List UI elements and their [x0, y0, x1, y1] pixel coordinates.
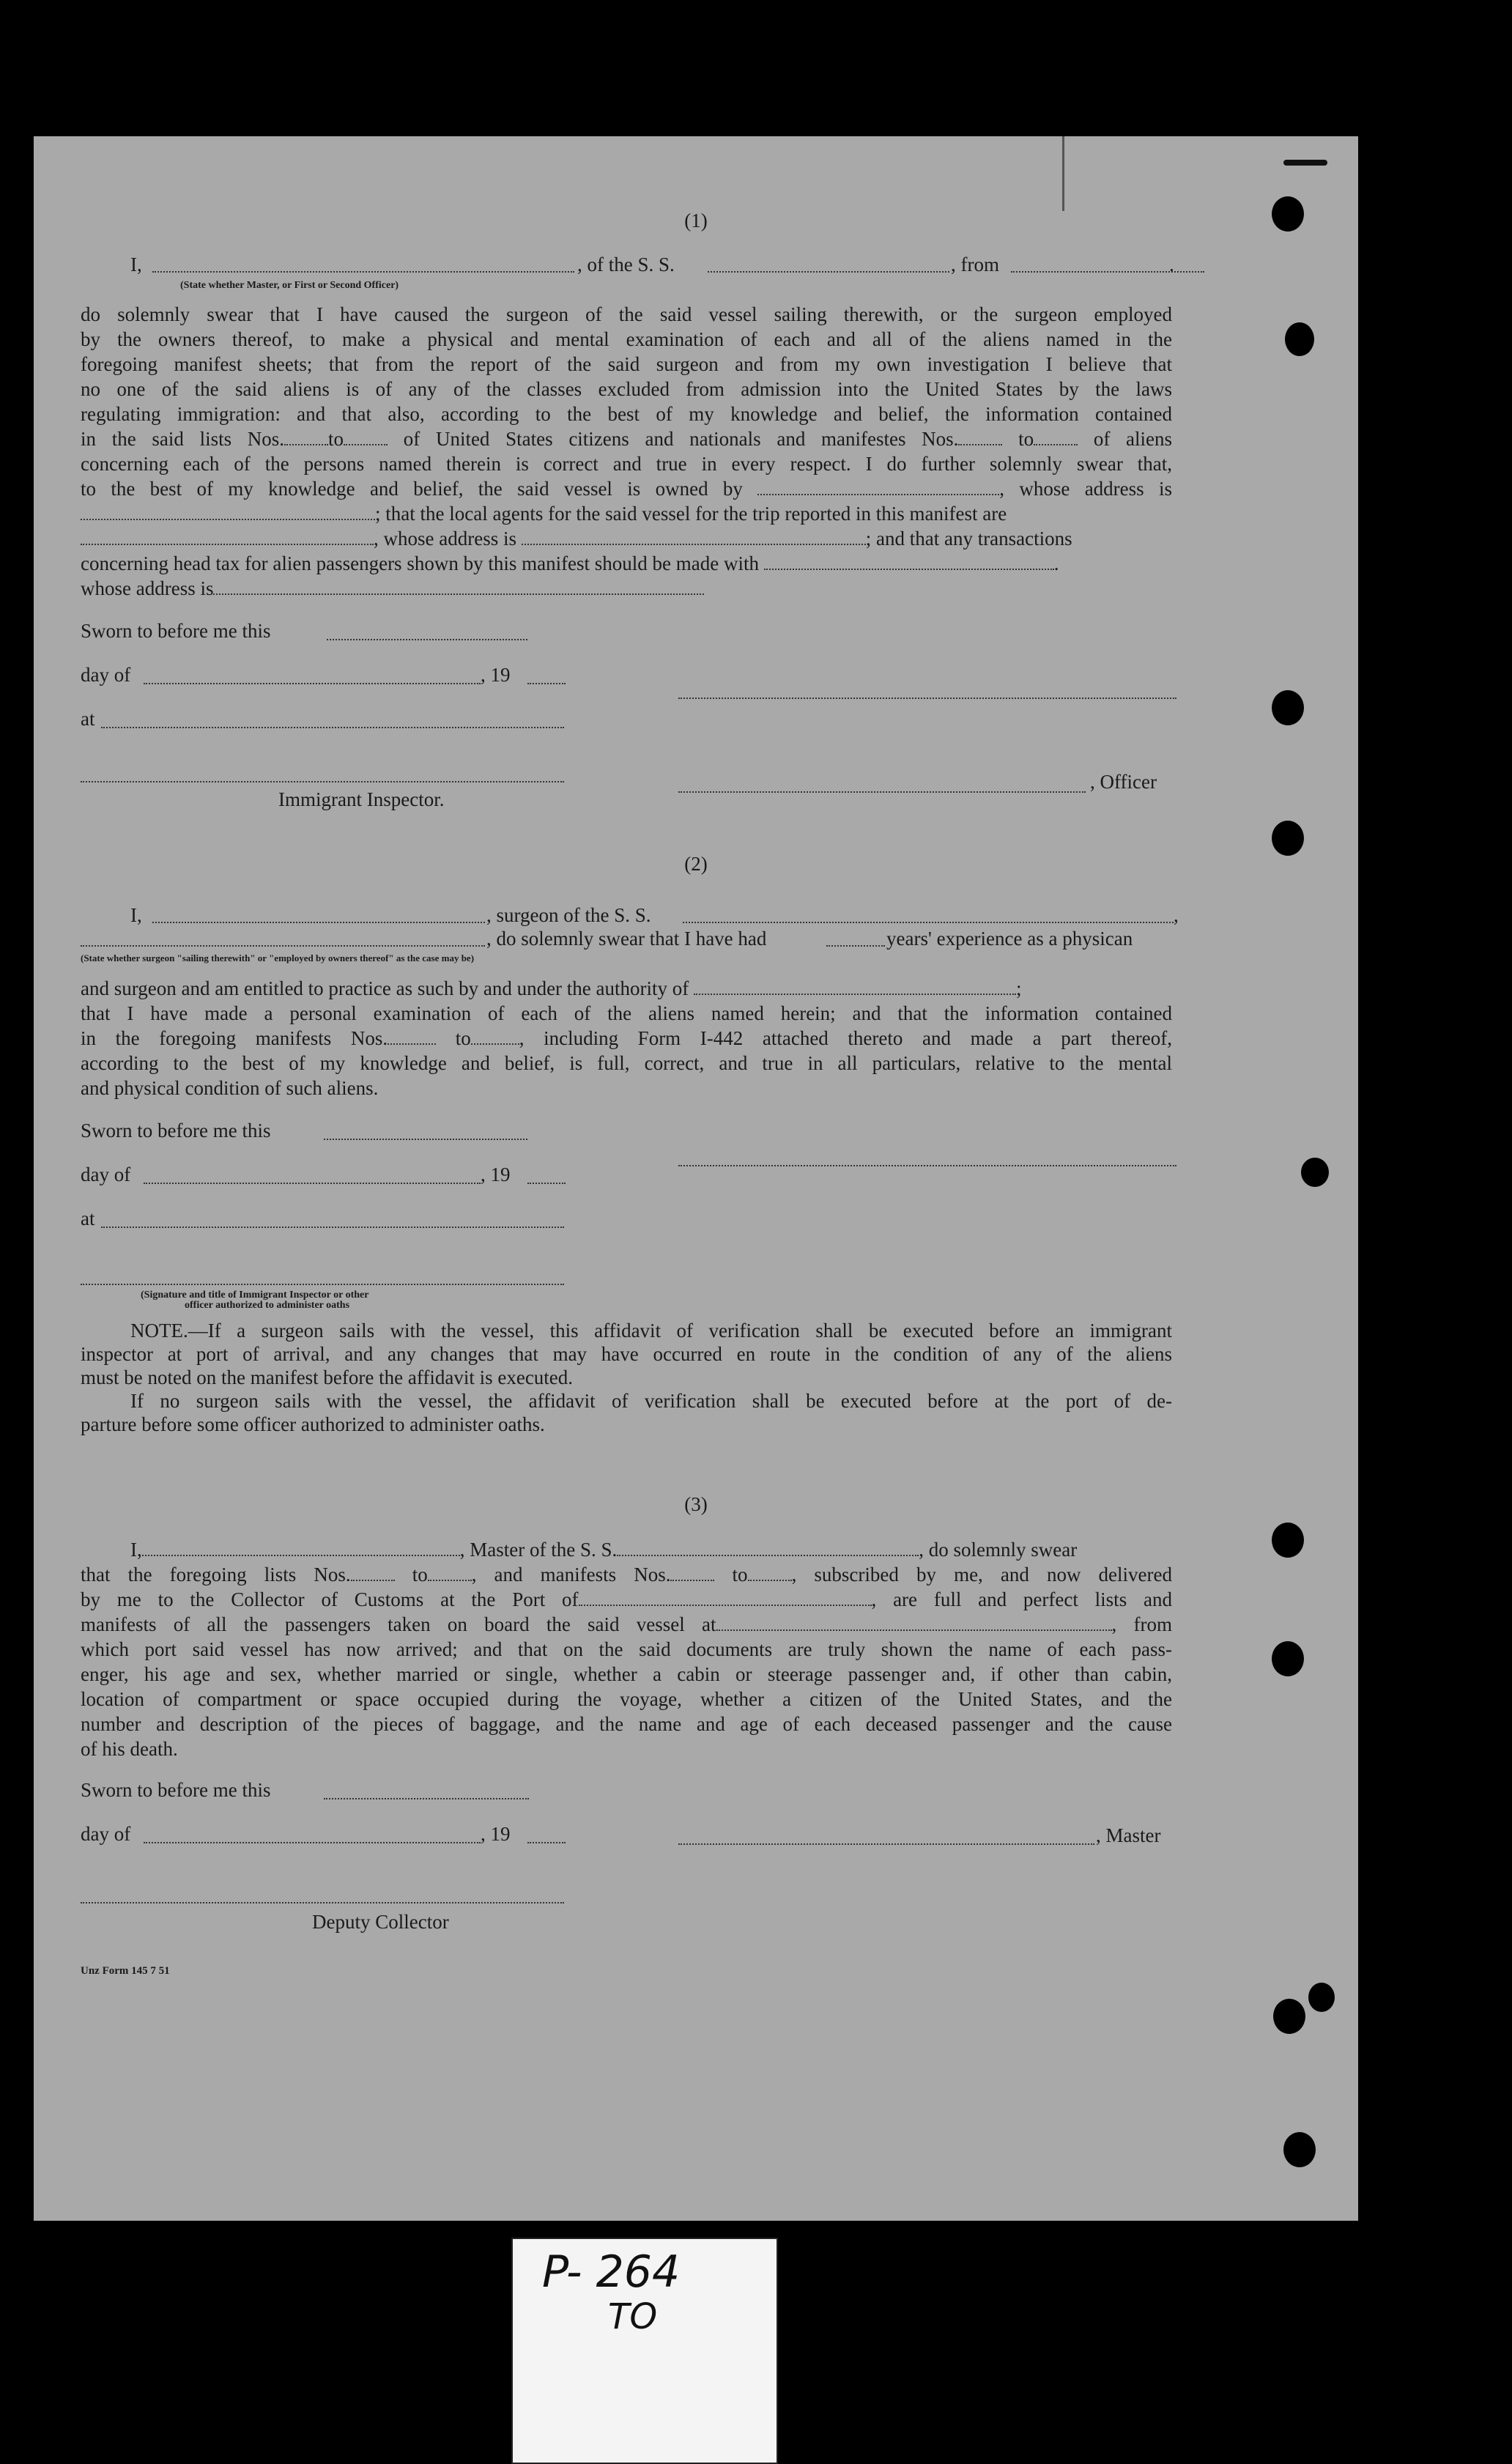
binder-hole — [1273, 1999, 1305, 2034]
s2-at-label: at — [81, 1207, 95, 1229]
s2-swear-label: , do solemnly swear that I have had — [486, 928, 767, 950]
binder-hole — [1272, 821, 1304, 856]
s1-headtax-line: concerning head tax for alien passengers shown by this manifest should be made with . — [81, 552, 1059, 574]
s1-officer-label: , Officer — [1090, 771, 1157, 793]
s2-dayof-label: day of — [81, 1163, 131, 1185]
s1-text-line: no one of the said aliens is of any of the classes excluded from admission into the United States by the laws — [81, 378, 1172, 400]
note-block — [81, 1319, 1172, 1436]
s1-lists-to-field[interactable] — [344, 429, 388, 445]
binder-hole — [1308, 1983, 1335, 2012]
s2-authority-line: and surgeon and am entitled to practice as such by and under the authority of ; — [81, 977, 1022, 999]
s1-i-label: I, — [130, 254, 142, 275]
s2-inspector-sig-field[interactable] — [81, 1284, 564, 1285]
s1-line1-end: . — [1169, 254, 1174, 275]
s2-sworn-field[interactable] — [324, 1139, 527, 1140]
s3-lists-from-field[interactable] — [351, 1565, 395, 1581]
binder-hole — [1283, 2132, 1316, 2167]
s1-text-line: concerning each of the persons named therein is correct and true in every respect. I do further solemnly swear that, — [81, 453, 1172, 475]
s3-collector-sig-field[interactable] — [81, 1902, 564, 1904]
s1-from-label: , from — [951, 254, 999, 275]
s3-deputy-label: Deputy Collector — [312, 1911, 449, 1933]
s2-text-line: according to the best of my knowledge and belief, is full, correct, and true in all particulars, relative to the mental — [81, 1052, 1172, 1074]
form-id: Unz Form 145 7 51 — [81, 1965, 170, 1977]
s1-name-field[interactable] — [152, 271, 574, 273]
s1-lists-from-field[interactable] — [284, 429, 328, 445]
s1-officer-sig-field[interactable] — [678, 791, 1086, 793]
s3-boarding-port-field[interactable] — [716, 1615, 1112, 1631]
s1-signature-field[interactable] — [678, 698, 1176, 699]
s3-text-line: which port said vessel has now arrived; and that on the said documents are truly shown the name of each pass- — [81, 1638, 1172, 1660]
s3-manifests-from-field[interactable] — [670, 1565, 714, 1581]
binder-hole — [1272, 1641, 1304, 1676]
s2-years-label: years' experience as a physican — [886, 928, 1133, 950]
s1-inspector-label: Immigrant Inspector. — [278, 788, 445, 810]
s1-at-field[interactable] — [101, 727, 564, 728]
section-2-number: (2) — [684, 853, 708, 875]
s1-owner-field[interactable] — [757, 479, 999, 495]
s2-year-label: , 19 — [481, 1163, 511, 1185]
s1-month-field[interactable] — [144, 683, 481, 684]
s3-master-line: I, , Master of the S. S. , do solemnly swear — [130, 1539, 1078, 1561]
s1-agent-address-field[interactable] — [522, 529, 866, 545]
s1-text-line: do solemnly swear that I have caused the surgeon of the said vessel sailing therewith, or the surgeon employed — [81, 303, 1172, 325]
s1-whose-address-field[interactable] — [213, 579, 704, 595]
s3-year-field[interactable] — [527, 1842, 566, 1843]
s2-surgeon-label: , surgeon of the S. S. — [486, 904, 651, 926]
s2-i-label: I, — [130, 904, 142, 926]
s2-at-field[interactable] — [101, 1227, 564, 1228]
s1-sworn-field[interactable] — [327, 639, 527, 640]
s3-master-label: , Master — [1096, 1824, 1161, 1846]
s1-text-line: by the owners thereof, to make a physical and mental examination of each and all of the aliens named in the — [81, 328, 1172, 350]
s1-manifests-to-field[interactable] — [1034, 429, 1078, 445]
s1-officer-note: (State whether Master, or First or Second Officer) — [180, 280, 399, 291]
binder-hole — [1272, 690, 1304, 725]
s3-manifests-to-field[interactable] — [748, 1565, 792, 1581]
section-1-number: (1) — [684, 210, 708, 232]
s2-manifests-to-field[interactable] — [471, 1029, 519, 1045]
scan-mark — [1283, 160, 1327, 166]
s3-text-line: number and description of the pieces of baggage, and the name and age of each deceased passenger and the cause — [81, 1713, 1172, 1735]
s1-agents-line: ; that the local agents for the said vessel for the trip reported in this manifest are — [81, 501, 1172, 526]
s2-status-field[interactable] — [81, 945, 485, 947]
s1-year-label: , 19 — [481, 664, 511, 686]
s1-dayof-label: day of — [81, 664, 131, 686]
s3-boarding-line: manifests of all the passengers taken on board the said vessel at , from — [81, 1613, 1172, 1635]
s2-manifests-line: in the foregoing manifests Nos. to , including Form I-442 attached thereto and made a part thereof, — [81, 1027, 1173, 1049]
s1-whose-address-line: whose address is — [81, 576, 1172, 601]
tag-line-2: TO — [608, 2296, 658, 2337]
tag-line-1: P- 264 — [542, 2246, 681, 2298]
s3-name-field[interactable] — [142, 1540, 460, 1556]
s3-port-line: by me to the Collector of Customs at the Port of , are full and perfect lists and — [81, 1588, 1172, 1610]
s2-ship-field[interactable] — [683, 922, 1174, 923]
scan-mark — [1062, 136, 1064, 211]
s2-month-field[interactable] — [144, 1183, 481, 1184]
s3-sworn-label: Sworn to before me this — [81, 1779, 271, 1801]
s3-port-field[interactable] — [579, 1590, 872, 1606]
s2-manifests-from-field[interactable] — [388, 1029, 436, 1045]
s3-body — [81, 1537, 1172, 1761]
s1-sworn-label: Sworn to before me this — [81, 620, 271, 642]
s2-text-line: and physical condition of such aliens. — [81, 1077, 379, 1099]
s2-sworn-label: Sworn to before me this — [81, 1120, 271, 1142]
s2-comma: , — [1174, 904, 1179, 926]
s2-sig-note-2: officer authorized to administer oaths — [185, 1300, 350, 1311]
handwritten-tag — [511, 2238, 778, 2464]
binder-hole — [1272, 196, 1304, 232]
s1-manifests-from-field[interactable] — [958, 429, 1002, 445]
s1-at-label: at — [81, 708, 95, 730]
s2-authority-field[interactable] — [694, 979, 1016, 995]
binder-hole — [1301, 1158, 1329, 1187]
s3-sworn-field[interactable] — [324, 1798, 529, 1799]
s2-body — [81, 976, 1172, 1100]
s2-sig-note-1: (Signature and title of Immigrant Inspector or other — [141, 1290, 369, 1301]
s1-text-line: foregoing manifest sheets; that from the report of the said surgeon and from my own investigation I believe that — [81, 353, 1172, 375]
s3-year-label: , 19 — [481, 1823, 511, 1845]
s1-body — [81, 302, 1172, 601]
s1-agents-field[interactable] — [81, 529, 374, 545]
binder-hole — [1285, 322, 1314, 356]
s1-ship-field[interactable] — [708, 271, 949, 273]
s3-text-line: enger, his age and sex, whether married or single, whether a cabin or steerage passenger and, if other than cabin, — [81, 1663, 1172, 1685]
note-text-line: If no surgeon sails with the vessel, the affidavit of verification shall be executed before at the port of de- — [130, 1390, 1172, 1412]
note-text-line: must be noted on the manifest before the affidavit is executed. — [81, 1366, 574, 1388]
s3-master-sig-field[interactable] — [678, 1843, 1094, 1845]
s1-owner-line: to the best of my knowledge and belief, the said vessel is owned by , whose address is — [81, 478, 1173, 500]
s1-headtax-field[interactable] — [764, 554, 1054, 570]
s3-lists-line: that the foregoing lists Nos. to , and manifests Nos. to , subscribed by me, and now delivered — [81, 1564, 1173, 1586]
binder-hole — [1272, 1523, 1304, 1558]
s1-inspector-sig-field[interactable] — [81, 781, 564, 783]
s2-status-note: (State whether surgeon "sailing therewith" or "employed by owners thereof" as the case may be) — [81, 952, 475, 963]
section-3-number: (3) — [684, 1493, 708, 1515]
s3-text-line: of his death. — [81, 1738, 178, 1760]
s1-text-line: regulating immigration: and that also, according to the best of my knowledge and belief, the information contained — [81, 403, 1172, 425]
note-text-line: inspector at port of arrival, and any changes that may have occurred en route in the condition of any of the aliens — [81, 1343, 1172, 1365]
s3-lists-to-field[interactable] — [428, 1565, 472, 1581]
s2-name-field[interactable] — [152, 922, 485, 923]
note-text-line: NOTE.—If a surgeon sails with the vessel, this affidavit of verification shall be executed before an immigrant — [130, 1320, 1172, 1342]
s2-years-field[interactable] — [826, 945, 885, 947]
s1-from-field[interactable] — [1011, 271, 1204, 273]
s1-agent-address-line: , whose address is ; and that any transactions — [81, 526, 1172, 551]
s1-lists-line: in the said lists Nos. to of United States citizens and nationals and manifestes Nos. to of aliens — [81, 428, 1173, 450]
s1-of-ss-label: , of the S. S. — [577, 254, 675, 275]
s1-year-field[interactable] — [527, 683, 566, 684]
form-sheet — [34, 136, 1358, 2221]
s2-text-line: that I have made a personal examination of each of the aliens named herein; and that the information contained — [81, 1002, 1172, 1024]
s2-signature-field[interactable] — [678, 1165, 1176, 1166]
s3-month-field[interactable] — [144, 1842, 481, 1843]
s1-owner-address-field[interactable] — [81, 504, 375, 520]
s3-text-line: location of compartment or space occupied during the voyage, whether a citizen of the United States, and the — [81, 1688, 1172, 1710]
s3-dayof-label: day of — [81, 1823, 131, 1845]
s2-year-field[interactable] — [527, 1183, 566, 1184]
note-text-line: parture before some officer authorized to administer oaths. — [81, 1413, 545, 1435]
s3-ship-field[interactable] — [617, 1540, 919, 1556]
